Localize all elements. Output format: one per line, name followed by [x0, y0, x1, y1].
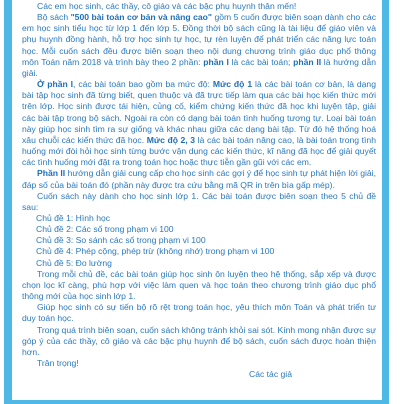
closing-paragraph-1: Trong mỗi chủ đề, các bài toán giúp học sinh ôn luyện theo hệ thống, sắp xếp và được chọn lọc kĩ càng, phù hợp với việc làm quen và học toán theo chương trình giáo dục phổ thông mới của học sinh lớp 1.	[22, 268, 376, 302]
part2-ref: phần II	[293, 56, 322, 67]
chapters-intro: Cuốn sách này dành cho học sinh lớp 1. Các bài toán được biên soạn theo 5 chủ đề sau:	[22, 190, 376, 212]
signature: Các tác giả	[249, 369, 292, 380]
part1-lead: Ở phần I	[37, 79, 74, 90]
closing-regards: Trân trọng!	[37, 358, 79, 368]
intro-part-d: là hướng dẫn giải.	[22, 56, 376, 78]
intro-part-b: gồm 5 cuốn được biên soạn dành cho các em học sinh tiểu học từ lớp 1 đến lớp 5. Đồng thời bộ sách cũng là tài liệu để giáo viên và phụ huynh đồng hành, hỗ trợ học sinh tự học, tự rèn luyện để phát triển các năng lực toán học. Mỗi cuốn sách đều được biên soạn theo nội dung chương trình giáo dục phổ thông môn Toán năm 2018 và trình bày theo 2 phần:	[22, 12, 376, 67]
part1-c: là các bài toán nâng cao, là bài toán trong tình huống mới đòi hỏi học sinh từng bước vận dụng các kiến thức, kĩ năng đã học để giải quyết các tình huống mới đặt ra trong toán học hoặc thực tiễn gần gũi với các em.	[22, 134, 376, 168]
series-title: "500 bài toán cơ bản và nâng cao"	[70, 12, 212, 23]
part2-paragraph	[22, 168, 376, 190]
part1-ref: phần I	[203, 56, 229, 67]
chapter-item: Chủ đề 1: Hình học	[36, 212, 111, 223]
chapter-item: Chủ đề 5: Đo lường	[36, 257, 112, 268]
closing-paragraph-2: Giúp học sinh có sự tiến bộ rõ rệt trong toán học, yêu thích môn Toán và phát triển tư duy toán học.	[22, 302, 376, 324]
intro-part-c: là các bài toán;	[228, 56, 294, 67]
preface-text	[22, 0, 376, 380]
part1-a: , các bài toán bao gồm ba mức độ:	[73, 79, 213, 90]
closing-paragraph-3: Trong quá trình biên soạn, cuốn sách không tránh khỏi sai sót. Kính mong nhận được sự góp ý của các thầy, cô giáo và các bậc phụ huynh để bộ sách, cuốn sách được hoàn thiện hơn.	[22, 324, 376, 357]
part2-a: hướng dẫn giải cung cấp cho học sinh các gợi ý để học sinh tự phát hiện lời giải, đáp số của bài toán đó (phần này được tra cứu bằng mã QR in trên bìa gấp mép).	[22, 168, 376, 190]
chapter-item: Chủ đề 4: Phép cộng, phép trừ (không nhớ) trong phạm vi 100	[36, 246, 275, 257]
intro-part-a: Bộ sách	[37, 12, 71, 23]
part1-paragraph	[22, 79, 376, 168]
chapter-item: Chủ đề 3: So sánh các số trong phạm vi 100	[36, 235, 206, 246]
intro-paragraph	[22, 12, 376, 79]
level1-label: Mức độ 1	[212, 79, 253, 90]
part2-lead: Phần II	[37, 168, 66, 179]
part1-b: là các bài toán cơ bản, là dạng bài tập học sinh đã từng biết, quen thuộc và đã trực tiếp làm qua các bài học kiến thức mới trên lớp. Học sinh được tái hiện, củng cố, kiểm chứng kiến thức đã học khi luyện tập, giải các bài tập trong bộ sách. Ngoài ra còn có dạng bài toán tình huống tương tự. Loại bài toán này giúp học sinh tìm ra sự giống và khác nhau giữa các dạng bài tập. Từ đó hệ thống hoá xâu chuỗi các kiến thức đã học.	[22, 79, 376, 145]
level23-label: Mức độ 2, 3	[146, 134, 196, 145]
greeting: Các em học sinh, các thầy, cô giáo và các bậc phụ huynh thân mến!	[37, 1, 297, 11]
chapter-item: Chủ đề 2: Các số trong phạm vi 100	[36, 224, 174, 235]
